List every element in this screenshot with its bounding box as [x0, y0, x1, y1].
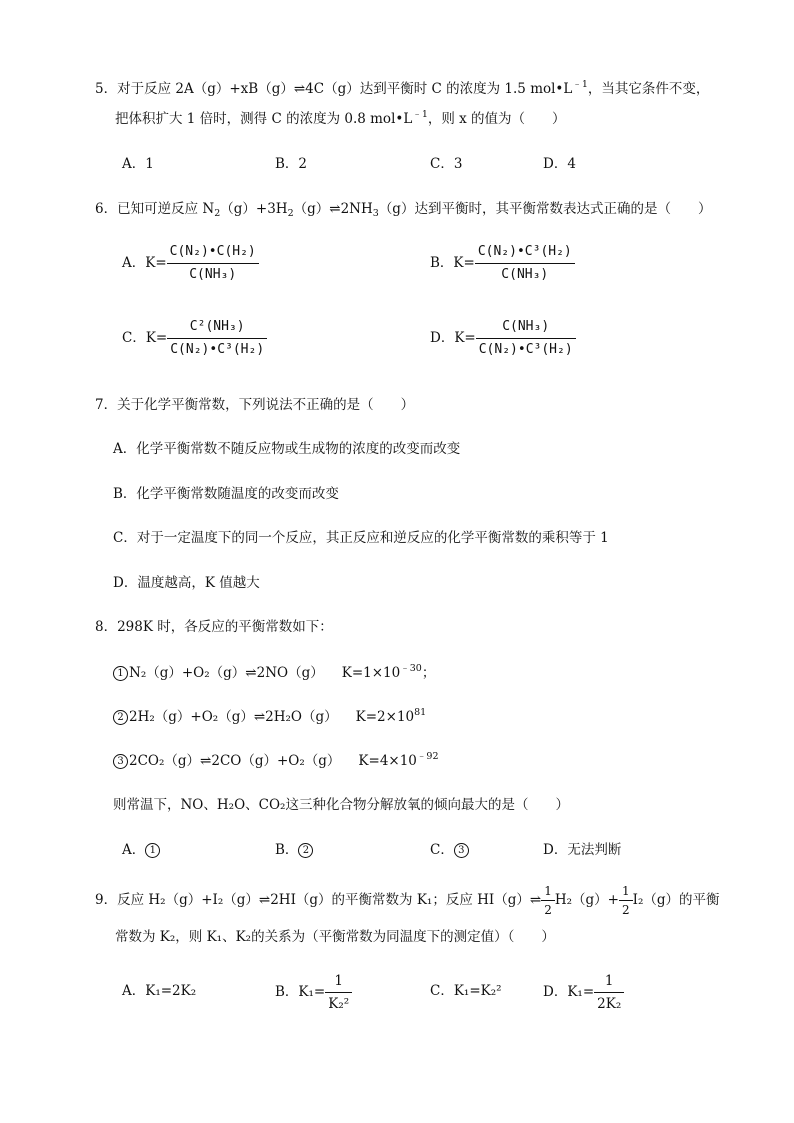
- q5-option-a[interactable]: A．1: [122, 156, 154, 172]
- q6-stem: 6．已知可逆反应 $N_2(g)+3H_2(g)\rightleftharpoons 2NH_3(g)$达到平衡时，其平衡常数表达式正确的是（ ）: [95, 201, 712, 219]
- circled-number-3: 3: [113, 754, 128, 769]
- one-half-fraction: $\frac{1}{2}$: [619, 884, 633, 917]
- q8-reaction-2: 2 2H₂（g）+O₂（g）⇌2H₂O（g） $K=2\times 10^{81}$: [113, 708, 426, 726]
- q5-option-d[interactable]: D．4: [543, 156, 576, 172]
- q6-d-fraction: $\frac{\text{C(NH₃)}}{\text{C(N₂)•C³(H₂)}}$: [476, 318, 576, 359]
- q7-stem: 7．关于化学平衡常数，下列说法不正确的是（ ）: [95, 397, 415, 413]
- q8-stem: 8．298K 时，各反应的平衡常数如下：: [95, 619, 333, 635]
- q9-line1: 9．反应 H₂（g）+I₂（g）⇌2HI（g）的平衡常数为 K₁；反应 HI（g）⇌ $\frac{1}{2}$ H₂（g）+ $\frac{1}{2}$ I₂（g）的平衡: [95, 884, 720, 917]
- q7-option-c[interactable]: C．对于一定温度下的同一个反应，其正反应和逆反应的化学平衡常数的乘积等于 1: [113, 530, 609, 546]
- q9-line2: 常数为 K₂，则 K₁、K₂的关系为（平衡常数为同温度下的测定值）（ ）: [115, 929, 555, 945]
- q7-option-d[interactable]: D．温度越高，K 值越大: [113, 575, 260, 591]
- q8-option-d[interactable]: D．无法判断: [543, 842, 622, 858]
- q6-option-d[interactable]: D．K= $\frac{\text{C(NH₃)}}{\text{C(N₂)•C³(H₂)}}$: [430, 318, 576, 359]
- circled-number-1: 1: [113, 666, 128, 681]
- q8-option-b[interactable]: B． 2: [275, 841, 314, 859]
- q9-d-fraction: $\frac{1}{\text{2K₂}}$: [594, 972, 624, 1013]
- q8-reaction-1: 1 N₂（g）+O₂（g）⇌2NO（g） $K=1\times 10^{﹣30}$；: [113, 664, 435, 682]
- q5-line1: 5．对于反应 2A（g）+xB（g）⇌4C（g）达到平衡时 C 的浓度为 1.5 $mol•L^{﹣1}$，当其它条件不变，: [95, 79, 710, 97]
- q9-option-b[interactable]: B．K₁= $\frac{1}{\text{K₂²}}$: [275, 972, 352, 1013]
- one-half-fraction: $\frac{1}{2}$: [541, 884, 555, 917]
- q5-line2: 把体积扩大 1 倍时，测得 C 的浓度为 0.8 $mol•L^{﹣1}$，则 x 的值为（ ）: [115, 109, 566, 127]
- q9-option-d[interactable]: D．K₁= $\frac{1}{\text{2K₂}}$: [543, 972, 624, 1013]
- q5-option-b[interactable]: B．2: [275, 156, 308, 172]
- q8-reaction-3: 3 2CO₂（g）⇌2CO（g）+O₂（g） $K=4\times 10^{﹣92}$: [113, 752, 439, 770]
- q6-c-fraction: $\frac{\text{C²(NH₃)}}{\text{C(N₂)•C³(H₂)}}$: [167, 318, 267, 359]
- circled-number-2: 2: [113, 710, 128, 725]
- q6-option-c[interactable]: C．K= $\frac{\text{C²(NH₃)}}{\text{C(N₂)•C³(H₂)}}$: [122, 318, 267, 359]
- q9-b-fraction: $\frac{1}{\text{K₂²}}$: [325, 972, 352, 1013]
- q8-question: 则常温下，NO、H₂O、CO₂这三种化合物分解放氧的倾向最大的是（ ）: [113, 797, 569, 813]
- q7-option-b[interactable]: B．化学平衡常数随温度的改变而改变: [113, 486, 339, 502]
- circled-number-3: 3: [454, 843, 469, 858]
- q6-a-fraction: $\frac{\text{C(N₂)•C(H₂)}}{\text{C(NH₃)}}$: [167, 243, 259, 284]
- circled-number-1: 1: [145, 843, 160, 858]
- q8-option-c[interactable]: C． 3: [430, 841, 470, 859]
- q6-option-b[interactable]: B．K= $\frac{\text{C(N₂)•C³(H₂)}}{\text{C(NH₃)}}$: [430, 243, 575, 284]
- q9-option-c[interactable]: C．K₁=K₂²: [430, 983, 502, 999]
- q6-b-fraction: $\frac{\text{C(N₂)•C³(H₂)}}{\text{C(NH₃)}}$: [475, 243, 575, 284]
- q5-option-c[interactable]: C．3: [430, 156, 463, 172]
- q8-option-a[interactable]: A． 1: [122, 841, 161, 859]
- circled-number-2: 2: [298, 843, 313, 858]
- q6-option-a[interactable]: A．K= $\frac{\text{C(N₂)•C(H₂)}}{\text{C(NH₃)}}$: [122, 243, 259, 284]
- q9-option-a[interactable]: A．K₁=2K₂: [122, 983, 197, 999]
- q7-option-a[interactable]: A．化学平衡常数不随反应物或生成物的浓度的改变而改变: [113, 441, 461, 457]
